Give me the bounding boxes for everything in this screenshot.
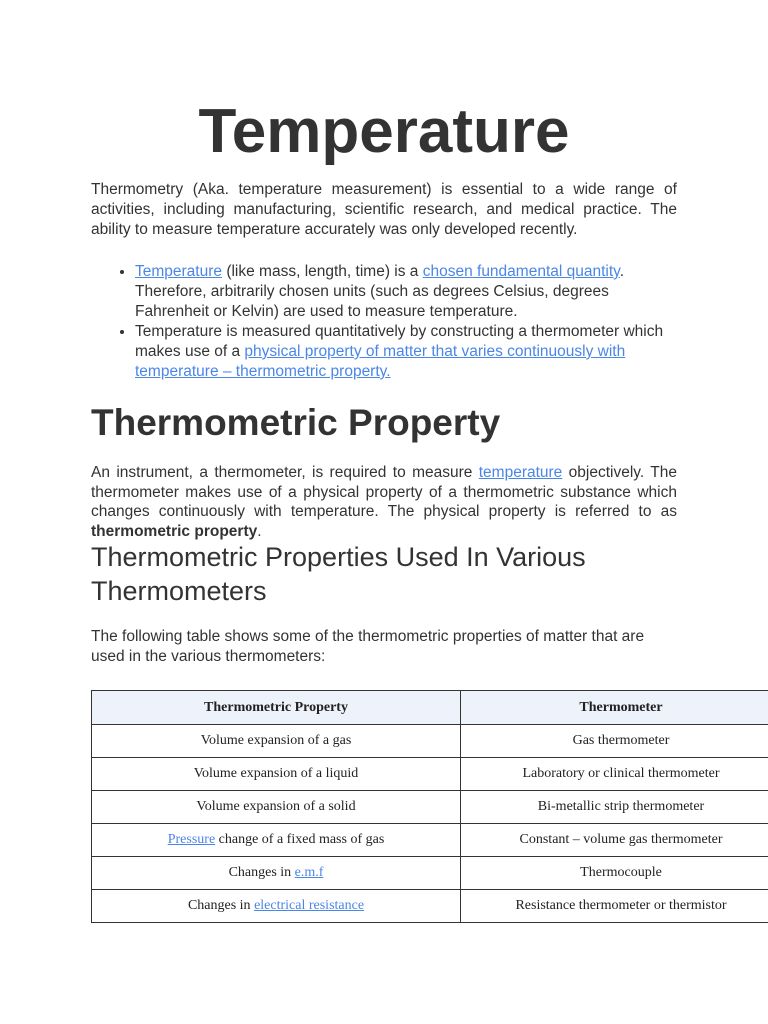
paragraph-text: An instrument, a thermometer, is required to measure (91, 464, 479, 481)
thermometer-cell: Laboratory or clinical thermometer (461, 758, 768, 791)
emf-link[interactable]: e.m.f (294, 865, 324, 880)
list-item (135, 262, 677, 322)
table-row (92, 725, 768, 758)
table-row (92, 824, 768, 857)
list-item (135, 322, 677, 382)
thermometer-cell: Constant – volume gas thermometer (461, 824, 768, 857)
property-cell: Pressure change of a fixed mass of gas (92, 824, 461, 857)
table-row (92, 857, 768, 890)
thermometric-property-paragraph (91, 463, 677, 541)
table-intro-paragraph: The following table shows some of the thermometric properties of matter that are used in the various thermometers: (91, 628, 645, 665)
paragraph-text: . (257, 522, 262, 540)
bullet-text: Temperature is measured quantitatively by constructing a thermometer which makes use of a (135, 323, 664, 360)
property-cell: Volume expansion of a gas (92, 725, 461, 758)
property-cell: Volume expansion of a liquid (92, 758, 461, 791)
property-cell: Volume expansion of a solid (92, 791, 461, 824)
table-header-row (92, 691, 768, 725)
page-title: Temperature (198, 97, 570, 166)
bullet-list (91, 262, 677, 382)
property-cell: Changes in e.m.f (92, 857, 461, 890)
thermometric-properties-table (91, 690, 768, 923)
bullet-text: . Therefore, arbitrarily chosen units (such as degrees Celsius, degrees Fahrenheit or Kelvin) are used to measure temperature. (135, 263, 625, 320)
thermometer-cell: Thermocouple (461, 857, 768, 890)
thermometer-cell: Gas thermometer (461, 725, 768, 758)
table-row (92, 791, 768, 824)
intro-paragraph: Thermometry (Aka. temperature measurement) is essential to a wide range of activities, including manufacturing, scientific research, and medical practice. The ability to measure temperature accurately was only developed recently. (91, 181, 677, 238)
bullet-text: (like mass, length, time) is a (222, 263, 423, 280)
thermometric-property-link[interactable]: physical property of matter that varies continuously with temperature – thermometric property. (135, 343, 626, 380)
header-thermometric-property: Thermometric Property (92, 691, 461, 725)
header-thermometer: Thermometer (461, 691, 768, 725)
section-heading: Thermometric Property (91, 402, 501, 443)
thermometer-cell: Bi-metallic strip thermometer (461, 791, 768, 824)
electrical-resistance-link[interactable]: electrical resistance (254, 898, 365, 913)
temperature-link[interactable]: Temperature (135, 263, 223, 280)
pressure-link[interactable]: Pressure (167, 832, 216, 847)
temperature-inline-link[interactable]: temperature (478, 464, 563, 481)
table-row (92, 890, 768, 923)
sub-heading: Thermometric Properties Used In Various Thermometers (91, 542, 586, 606)
property-cell: Changes in electrical resistance (92, 890, 461, 923)
paragraph-text: objectively. The thermometer makes use of a physical property of a thermometric substance which changes continuously with temperature. The physical property is referred to as (91, 464, 677, 520)
thermometer-cell: Resistance thermometer or thermistor (461, 890, 768, 923)
chosen-fundamental-quantity-link[interactable]: chosen fundamental quantity (422, 263, 620, 280)
bold-term: thermometric property (91, 522, 258, 540)
table-row (92, 758, 768, 791)
